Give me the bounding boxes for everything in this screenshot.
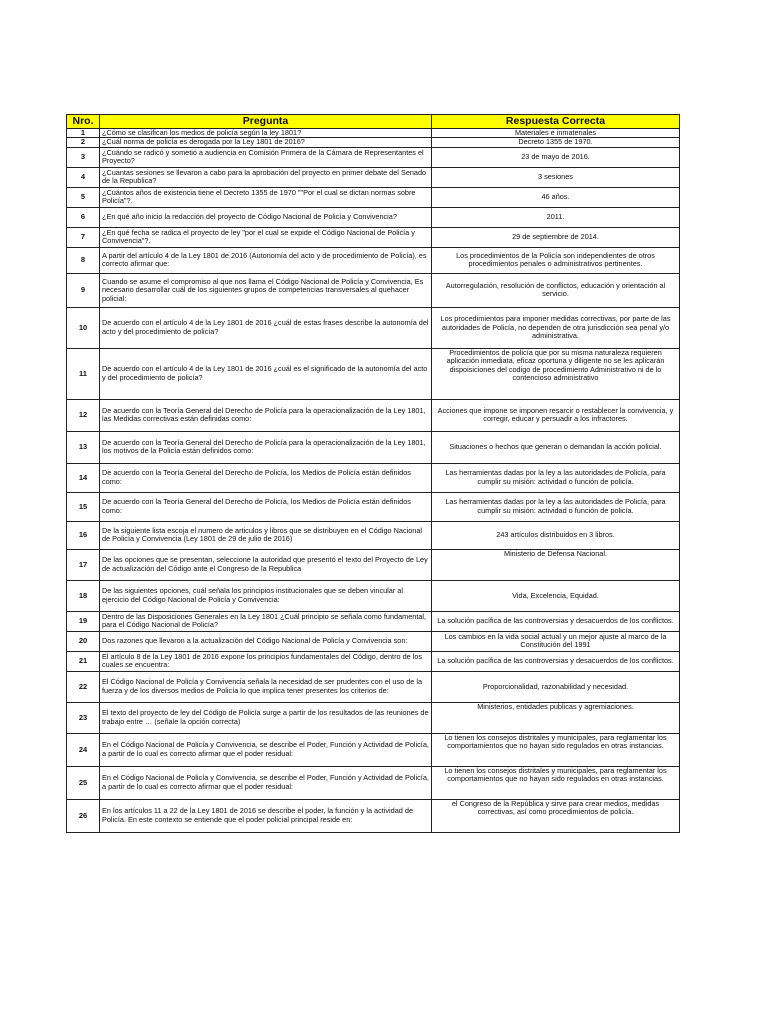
answer-cell: Autorregulación, resolución de conflictos, educación y orientación al servicio.	[432, 273, 680, 307]
question-cell: ¿Cuantas sesiones se llevaron a cabo para la aprobación del proyecto en primer debate del Senado de la Republica?	[100, 167, 432, 187]
row-number: 6	[67, 207, 100, 227]
question-cell: En los artículos 11 a 22 de la Ley 1801 de 2016 se describe el poder, la función y la actividad de Policía. En este contexto se entiende que el poder policial principal reside en:	[100, 799, 432, 832]
question-cell: De las siguientes opciones, cuál señala los principios institucionales que se deben vincular al ejercicio del Código Nacional de Policía y Convivencia:	[100, 580, 432, 611]
answer-cell: La solución pacífica de las controversias y desacuerdos de los conflictos.	[432, 611, 680, 631]
table-row	[67, 799, 680, 832]
question-cell: De acuerdo con la Teoría General del Derecho de Policía para la operacionalización de la Ley 1801, las Medidas correctivas están definidas como:	[100, 399, 432, 431]
answer-cell: 3 sesiones	[432, 167, 680, 187]
table-row	[67, 492, 680, 521]
table-row	[67, 521, 680, 549]
header-pregunta: Pregunta	[100, 115, 432, 129]
row-number: 2	[67, 138, 100, 147]
table-row	[67, 463, 680, 492]
row-number: 1	[67, 129, 100, 138]
question-cell: De acuerdo con la Teoría General del Derecho de Policía para la operacionalización de la Ley 1801, los motivos de la Policía están definidos como:	[100, 431, 432, 463]
table-row	[67, 399, 680, 431]
answer-cell: 46 años.	[432, 187, 680, 207]
answer-cell: el Congreso de la República y sirve para crear medios, medidas correctivas, así como procedimientos de policía.	[432, 799, 680, 832]
row-number: 13	[67, 431, 100, 463]
answer-cell: Los procedimientos de la Policía son independientes de otros procedimientos penales o administrativos pertinentes.	[432, 247, 680, 273]
row-number: 14	[67, 463, 100, 492]
table-row	[67, 167, 680, 187]
table-row	[67, 138, 680, 147]
question-cell: El Código Nacional de Policía y Convivencia señala la necesidad de ser prudentes con el uso de la fuerza y de los diversos medios de Policía lo que implica tener presentes los criterios de:	[100, 671, 432, 702]
question-cell: De las opciones que se presentan, seleccione la autoridad que presentó el texto del Proyecto de Ley de actualización del Código ante el Congreso de la Republica	[100, 549, 432, 580]
row-number: 3	[67, 147, 100, 167]
row-number: 23	[67, 702, 100, 733]
qa-table-container	[66, 114, 679, 833]
qa-table	[66, 114, 680, 833]
answer-cell: 23 de mayo de 2016.	[432, 147, 680, 167]
table-body	[67, 129, 680, 833]
table-row	[67, 671, 680, 702]
row-number: 25	[67, 766, 100, 799]
question-cell: ¿En qué fecha se radica el proyecto de ley "por el cual se expide el Código Nacional de Policía y Convivencia"?.	[100, 227, 432, 247]
table-row	[67, 631, 680, 651]
table-row	[67, 549, 680, 580]
answer-cell: Vida, Excelencia, Equidad.	[432, 580, 680, 611]
header-nro: Nro.	[67, 115, 100, 129]
answer-cell: Lo tienen los consejos distritales y municipales, para reglamentar los comportamientos que no hayan sido regulados en otras instancias.	[432, 766, 680, 799]
question-cell: ¿Cuándo se radicó y sometió a audiencia en Comisión Primera de la Cámara de Representantes el Proyecto?	[100, 147, 432, 167]
table-row	[67, 766, 680, 799]
table-row	[67, 227, 680, 247]
table-row	[67, 348, 680, 399]
question-cell: En el Código Nacional de Policía y Convivencia, se describe el Poder, Función y Actividad de Policía, a partir de lo cual es correcto afirmar que el poder residual:	[100, 766, 432, 799]
table-row	[67, 147, 680, 167]
answer-cell: Las herramientas dadas por la ley a las autoridades de Policía, para cumplir su misión: actividad o función de policía.	[432, 463, 680, 492]
question-cell: ¿Cómo se clasifican los medios de policía según la ley 1801?	[100, 129, 432, 138]
row-number: 12	[67, 399, 100, 431]
table-row	[67, 129, 680, 138]
question-cell: De acuerdo con la Teoría General del Derecho de Policía, los Medios de Policía están definidos como:	[100, 463, 432, 492]
question-cell: ¿Cuántos años de existencia tiene el Decreto 1355 de 1970 ""Por el cual se dictan normas sobre Policía"?.	[100, 187, 432, 207]
answer-cell: Las herramientas dadas por la ley a las autoridades de Policía, para cumplir su misión: actividad o función de policía.	[432, 492, 680, 521]
row-number: 19	[67, 611, 100, 631]
row-number: 10	[67, 307, 100, 348]
row-number: 5	[67, 187, 100, 207]
answer-cell: Decreto 1355 de 1970.	[432, 138, 680, 147]
table-row	[67, 187, 680, 207]
question-cell: De la siguiente lista escoja el numero de articulos y libros que se distribuyen en el Código Nacional de Policía y Convivencia (Ley 1801 de 29 de julio de 2016)	[100, 521, 432, 549]
question-cell: El texto del proyecto de ley del Código de Policía surge a partir de los resultados de las reuniones de trabajo entre … (señale la opción correcta)	[100, 702, 432, 733]
header-row	[67, 115, 680, 129]
row-number: 22	[67, 671, 100, 702]
row-number: 26	[67, 799, 100, 832]
answer-cell: 2011.	[432, 207, 680, 227]
row-number: 4	[67, 167, 100, 187]
row-number: 9	[67, 273, 100, 307]
answer-cell: 243 artículos distribuidos en 3 libros.	[432, 521, 680, 549]
question-cell: De acuerdo con el artículo 4 de la Ley 1801 de 2016 ¿cuál de estas frases describe la autonomía del acto y del procedimiento de policía?	[100, 307, 432, 348]
row-number: 21	[67, 651, 100, 671]
table-row	[67, 733, 680, 766]
row-number: 20	[67, 631, 100, 651]
row-number: 18	[67, 580, 100, 611]
table-row	[67, 580, 680, 611]
answer-cell: Proporcionalidad, razonabilidad y necesidad.	[432, 671, 680, 702]
answer-cell: 29 de septiembre de 2014.	[432, 227, 680, 247]
question-cell: Cuando se asume el compromiso al que nos llama el Código Nacional de Policía y Convivencia, Es necesario desarrollar cuál de los siguientes grupos de competencias transversales al quehacer policial:	[100, 273, 432, 307]
row-number: 7	[67, 227, 100, 247]
table-row	[67, 702, 680, 733]
table-row	[67, 273, 680, 307]
question-cell: ¿Cuál norma de policía es derogada por la Ley 1801 de 2016?	[100, 138, 432, 147]
header-respuesta: Respuesta Correcta	[432, 115, 680, 129]
answer-cell: Procedimientos de policía que por su misma naturaleza requieren aplicación inmediata, eficaz oportuna y diligente no se les aplicarán dispoisiciones del codigo de procedimiento Administrativo ni de lo contencioso administrativo	[432, 348, 680, 399]
row-number: 15	[67, 492, 100, 521]
row-number: 8	[67, 247, 100, 273]
answer-cell: Lo tienen los consejos distritales y municipales, para reglamentar los comportamientos que no hayan sido regulados en otras instancias.	[432, 733, 680, 766]
row-number: 11	[67, 348, 100, 399]
row-number: 24	[67, 733, 100, 766]
answer-cell: Situaciones o hechos que generan o demandan la acción policial.	[432, 431, 680, 463]
table-row	[67, 207, 680, 227]
row-number: 16	[67, 521, 100, 549]
table-row	[67, 307, 680, 348]
row-number: 17	[67, 549, 100, 580]
answer-cell: Materiales e inmateriales	[432, 129, 680, 138]
question-cell: De acuerdo con la Teoría General del Derecho de Policía, los Medios de Policía están definidos como:	[100, 492, 432, 521]
table-row	[67, 431, 680, 463]
question-cell: De acuerdo con el artículo 4 de la Ley 1801 de 2016 ¿cuál es el significado de la autonomía del acto y del procedimiento de policía?	[100, 348, 432, 399]
answer-cell: Los procedimientos para imponer medidas correctivas, por parte de las autoridades de Policía, no dependen de otra jurisdicción sea penal y/o administrativa.	[432, 307, 680, 348]
answer-cell: Ministerio de Defensa Nacional.	[432, 549, 680, 580]
answer-cell: La solución pacífica de las controversias y desacuerdos de los conflictos.	[432, 651, 680, 671]
answer-cell: Ministerios, entidades publicas y agremiaciones.	[432, 702, 680, 733]
question-cell: A partir del artículo 4 de la Ley 1801 de 2016 (Autonomía del acto y de procedimiento de Policía), es correcto afirmar que:	[100, 247, 432, 273]
question-cell: ¿En qué año inicio la redacción del proyecto de Código Nacional de Policía y Convivencia?	[100, 207, 432, 227]
table-row	[67, 611, 680, 631]
question-cell: Dentro de las Disposiciones Generales en la Ley 1801 ¿Cuál principio se señala como fundamental, para el Código Nacional de Policía?	[100, 611, 432, 631]
answer-cell: Los cambios en la vida social actual y un mejor ajuste al marco de la Constitución del 1991	[432, 631, 680, 651]
question-cell: En el Código Nacional de Policía y Convivencia, se describe el Poder, Función y Actividad de Policía, a partir de lo cual es correcto afirmar que el poder residual:	[100, 733, 432, 766]
question-cell: Dos razones que llevaron a la actualización del Código Nacional de Policía y Convivencia son:	[100, 631, 432, 651]
table-row	[67, 651, 680, 671]
table-row	[67, 247, 680, 273]
answer-cell: Acciones que impone se imponen resarcir o restablecer la convivencia, y corregir, educar y persuadir a los infractores.	[432, 399, 680, 431]
question-cell: El artículo 8 de la Ley 1801 de 2016 expone los principios fundamentales del Código, dentro de los cuales se encuentra:	[100, 651, 432, 671]
